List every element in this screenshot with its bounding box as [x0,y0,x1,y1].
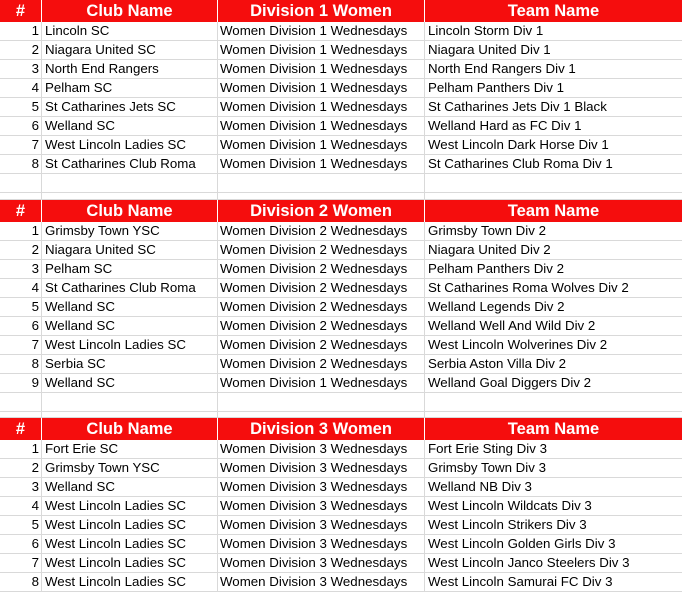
table-row [0,22,682,41]
table-row [0,573,682,592]
table-row [0,459,682,478]
club-name-cell[interactable]: Fort Erie SC [42,440,218,459]
division-cell[interactable]: Women Division 3 Wednesdays [218,478,425,497]
division-cell[interactable]: Women Division 2 Wednesdays [218,222,425,241]
team-name-cell[interactable]: West Lincoln Strikers Div 3 [425,516,682,535]
team-name-cell[interactable]: Serbia Aston Villa Div 2 [425,355,682,374]
club-name-cell[interactable]: West Lincoln Ladies SC [42,497,218,516]
table-row [0,317,682,336]
team-name-cell[interactable]: Welland Well And Wild Div 2 [425,317,682,336]
row-number-cell[interactable]: 3 [0,478,42,497]
club-name-cell[interactable]: Niagara United SC [42,241,218,260]
empty-cell[interactable] [425,174,682,193]
division-cell[interactable]: Women Division 2 Wednesdays [218,317,425,336]
row-number-cell[interactable]: 7 [0,554,42,573]
row-number-cell[interactable]: 2 [0,241,42,260]
division-column-header[interactable]: Division 3 Women [218,418,425,440]
row-number-cell[interactable]: 7 [0,136,42,155]
team-name-cell[interactable]: Grimsby Town Div 2 [425,222,682,241]
team-name-cell[interactable]: St Catharines Club Roma Div 1 [425,155,682,174]
club-name-cell[interactable]: St Catharines Jets SC [42,98,218,117]
team-name-cell[interactable]: Welland Hard as FC Div 1 [425,117,682,136]
table-row [0,41,682,60]
team-name-cell[interactable]: Grimsby Town Div 3 [425,459,682,478]
team-name-column-header[interactable]: Team Name [507,202,600,220]
division-cell[interactable]: Women Division 3 Wednesdays [218,497,425,516]
division-cell[interactable]: Women Division 3 Wednesdays [218,554,425,573]
club-name-cell[interactable]: West Lincoln Ladies SC [42,535,218,554]
division-cell[interactable]: Women Division 2 Wednesdays [218,355,425,374]
table-row [0,374,682,393]
row-number-cell[interactable]: 3 [0,260,42,279]
table-row [0,279,682,298]
row-number-cell[interactable]: 5 [0,298,42,317]
club-name-cell[interactable]: West Lincoln Ladies SC [42,516,218,535]
club-name-cell[interactable]: Welland SC [42,117,218,136]
team-name-cell[interactable]: Lincoln Storm Div 1 [425,22,682,41]
club-name-cell[interactable]: Pelham SC [42,79,218,98]
division-cell[interactable]: Women Division 1 Wednesdays [218,117,425,136]
empty-row [0,193,682,200]
table-row [0,355,682,374]
empty-cell[interactable] [42,393,218,412]
row-number-cell[interactable]: 8 [0,573,42,592]
club-name-cell[interactable]: Grimsby Town YSC [42,222,218,241]
team-name-cell[interactable]: West Lincoln Wildcats Div 3 [425,497,682,516]
club-name-cell[interactable]: Welland SC [42,374,218,393]
row-number-cell[interactable]: 1 [0,440,42,459]
table-row [0,298,682,317]
club-name-cell[interactable]: West Lincoln Ladies SC [42,336,218,355]
club-name-column-header[interactable]: Club Name [42,200,218,222]
table-row [0,136,682,155]
empty-cell[interactable] [42,174,218,193]
empty-cell[interactable] [0,174,42,193]
row-number-cell[interactable]: 9 [0,374,42,393]
empty-cell[interactable] [218,393,425,412]
division-cell[interactable]: Women Division 2 Wednesdays [218,241,425,260]
division-cell[interactable]: Women Division 3 Wednesdays [218,440,425,459]
row-number-cell[interactable]: 2 [0,41,42,60]
club-name-cell[interactable]: St Catharines Club Roma [42,279,218,298]
team-name-cell[interactable]: Fort Erie Sting Div 3 [425,440,682,459]
table-row [0,98,682,117]
table-row [0,478,682,497]
club-name-column-header[interactable]: Club Name [42,418,218,440]
table-row [0,60,682,79]
empty-cell[interactable] [0,393,42,412]
division-cell[interactable]: Women Division 2 Wednesdays [218,279,425,298]
empty-cell[interactable] [218,174,425,193]
division-cell[interactable]: Women Division 2 Wednesdays [218,260,425,279]
team-name-cell[interactable]: Welland Goal Diggers Div 2 [425,374,682,393]
division-cell[interactable]: Women Division 2 Wednesdays [218,336,425,355]
table-row [0,516,682,535]
empty-row [0,174,682,193]
team-name-cell[interactable]: West Lincoln Dark Horse Div 1 [425,136,682,155]
row-number-cell[interactable]: 3 [0,60,42,79]
team-name-cell[interactable]: St Catharines Roma Wolves Div 2 [425,279,682,298]
division-cell[interactable]: Women Division 1 Wednesdays [218,136,425,155]
division-cell[interactable]: Women Division 3 Wednesdays [218,573,425,592]
team-name-cell[interactable]: Pelham Panthers Div 2 [425,260,682,279]
division-cell[interactable]: Women Division 1 Wednesdays [218,41,425,60]
team-name-cell[interactable]: Welland Legends Div 2 [425,298,682,317]
empty-cell[interactable] [218,193,425,200]
team-name-cell[interactable]: North End Rangers Div 1 [425,60,682,79]
row-number-cell[interactable]: 2 [0,459,42,478]
row-number-cell[interactable]: 6 [0,317,42,336]
club-name-cell[interactable]: Serbia SC [42,355,218,374]
division-column-header[interactable]: Division 1 Women [218,0,425,22]
team-name-column-header[interactable]: Team Name [507,420,600,438]
club-name-cell[interactable]: North End Rangers [42,60,218,79]
row-number-cell[interactable]: 1 [0,222,42,241]
row-number-cell[interactable]: 5 [0,98,42,117]
team-name-cell[interactable]: West Lincoln Samurai FC Div 3 [425,573,682,592]
empty-cell[interactable] [425,193,682,200]
number-column-header[interactable]: # [0,200,42,222]
division-cell[interactable]: Women Division 3 Wednesdays [218,516,425,535]
division-cell[interactable]: Women Division 1 Wednesdays [218,22,425,41]
row-number-cell[interactable]: 8 [0,355,42,374]
table-header-row [0,0,682,22]
club-name-column-header[interactable]: Club Name [42,0,218,22]
team-name-cell[interactable]: St Catharines Jets Div 1 Black [425,98,682,117]
table-row [0,117,682,136]
table-row [0,241,682,260]
division-cell[interactable]: Women Division 3 Wednesdays [218,535,425,554]
row-number-cell[interactable]: 7 [0,336,42,355]
row-number-cell[interactable]: 4 [0,279,42,298]
row-number-cell[interactable]: 4 [0,497,42,516]
row-number-cell[interactable]: 5 [0,516,42,535]
club-name-cell[interactable]: Welland SC [42,317,218,336]
division-cell[interactable]: Women Division 1 Wednesdays [218,79,425,98]
club-name-cell[interactable]: Welland SC [42,478,218,497]
club-name-cell[interactable]: Niagara United SC [42,41,218,60]
table-row [0,155,682,174]
team-name-column-header[interactable]: Team Name [507,2,600,20]
club-name-cell[interactable]: Pelham SC [42,260,218,279]
club-name-cell[interactable]: Welland SC [42,298,218,317]
row-number-cell[interactable]: 1 [0,22,42,41]
table-row [0,554,682,573]
division-cell[interactable]: Women Division 1 Wednesdays [218,155,425,174]
club-name-cell[interactable]: West Lincoln Ladies SC [42,136,218,155]
team-name-cell[interactable]: Niagara United Div 2 [425,241,682,260]
empty-row [0,393,682,412]
table-row [0,336,682,355]
division-cell[interactable]: Women Division 1 Wednesdays [218,374,425,393]
division-cell[interactable]: Women Division 1 Wednesdays [218,60,425,79]
table-row [0,497,682,516]
team-name-cell[interactable]: West Lincoln Golden Girls Div 3 [425,535,682,554]
division-cell[interactable]: Women Division 1 Wednesdays [218,98,425,117]
number-column-header[interactable]: # [0,418,42,440]
row-number-cell[interactable]: 4 [0,79,42,98]
table-row [0,440,682,459]
empty-cell[interactable] [425,393,682,412]
division-column-header[interactable]: Division 2 Women [218,200,425,222]
club-name-cell[interactable]: St Catharines Club Roma [42,155,218,174]
club-name-cell[interactable]: West Lincoln Ladies SC [42,573,218,592]
empty-cell[interactable] [42,193,218,200]
team-name-cell[interactable]: Welland NB Div 3 [425,478,682,497]
row-number-cell[interactable]: 6 [0,535,42,554]
row-number-cell[interactable]: 8 [0,155,42,174]
table-row [0,260,682,279]
table-row [0,535,682,554]
table-row [0,222,682,241]
team-name-cell[interactable]: Pelham Panthers Div 1 [425,79,682,98]
club-name-cell[interactable]: West Lincoln Ladies SC [42,554,218,573]
table-header-row [0,200,682,222]
row-number-cell[interactable]: 6 [0,117,42,136]
division-cell[interactable]: Women Division 2 Wednesdays [218,298,425,317]
table-row [0,79,682,98]
empty-cell[interactable] [0,193,42,200]
table-header-row [0,418,682,440]
team-name-cell[interactable]: Niagara United Div 1 [425,41,682,60]
number-column-header[interactable]: # [0,0,42,22]
club-name-cell[interactable]: Grimsby Town YSC [42,459,218,478]
club-name-cell[interactable]: Lincoln SC [42,22,218,41]
division-cell[interactable]: Women Division 3 Wednesdays [218,459,425,478]
team-name-cell[interactable]: West Lincoln Wolverines Div 2 [425,336,682,355]
team-name-cell[interactable]: West Lincoln Janco Steelers Div 3 [425,554,682,573]
